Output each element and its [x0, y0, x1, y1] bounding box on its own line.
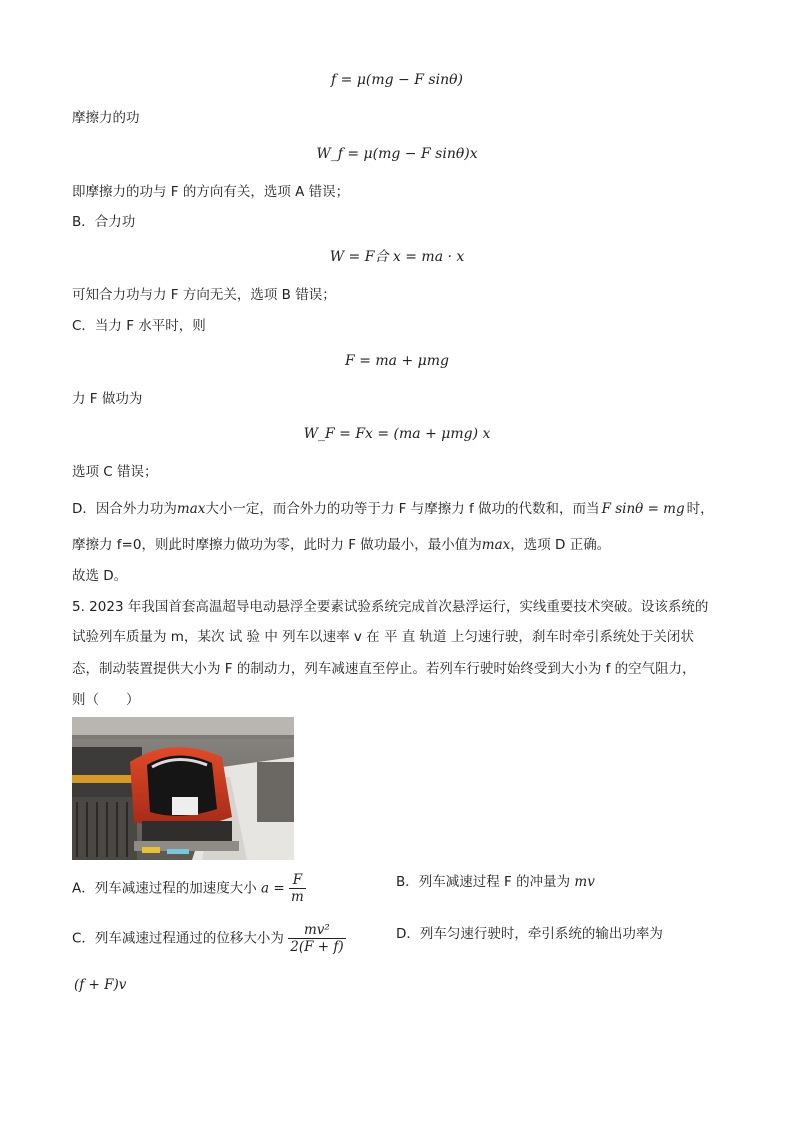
option-a-text: A．列车减速过程的加速度大小	[72, 880, 257, 897]
math-max: max	[176, 501, 206, 517]
question-line-3: 态，制动装置提供大小为 F 的制动力，列车减速直至停止。若列车行驶时始终受到大小为 f 的空气阻力，	[72, 661, 696, 677]
equation-force-work: W_F = Fx = (ma + μmg) x	[303, 426, 491, 442]
equation-net-work: W = F合 x = ma · x	[329, 249, 465, 265]
math-max: max	[481, 537, 511, 553]
force-work-label: 力 F 做功为	[72, 391, 143, 407]
option-d[interactable]	[396, 924, 663, 944]
option-a-lhs: a =	[261, 880, 285, 897]
option-c-denominator: 2(F + f)	[290, 939, 344, 955]
equation-force: F = ma + μmg	[345, 353, 449, 369]
conclusion-c: 选项 C 错误；	[72, 464, 158, 480]
part-d-text: 摩擦力 f=0，则此时摩擦力做功为零，此时力 F 做功最小，最小值为	[72, 537, 482, 553]
equation-friction: f = μ(mg − F sinθ)	[331, 72, 463, 88]
part-d-text: ，选项 D 正确。	[510, 537, 611, 553]
equation-friction-work: W_f = μ(mg − F sinθ)x	[316, 146, 478, 162]
question-line-4: 则（ ）	[72, 692, 140, 708]
option-b-math: mv	[574, 874, 595, 890]
part-b-label: B．合力功	[72, 214, 136, 230]
question-line-2: 试验列车质量为 m，某次 试 验 中 列车以速率 v 在 平 直 轨道 上匀速行驶，刹车时牵引系统处于关闭状	[72, 629, 694, 645]
conclusion-a: 即摩擦力的功与 F 的方向有关，选项 A 错误；	[72, 184, 350, 200]
option-c-text: C．列车减速过程通过的位移大小为	[72, 930, 284, 947]
option-a-fraction	[289, 872, 306, 905]
part-d-text: D．因合外力功为	[72, 501, 177, 517]
question-line-1: 5. 2023 年我国首套高温超导电动悬浮全要素试验系统完成首次悬浮运行，实线重要技术突破。设该系统的	[72, 599, 709, 615]
option-b-text: B．列车减速过程 F 的冲量为	[396, 874, 571, 890]
part-c-label: C．当力 F 水平时，则	[72, 318, 206, 334]
part-d-text: 时，	[686, 501, 714, 517]
option-b[interactable]	[396, 872, 595, 892]
option-a-denominator: m	[291, 889, 304, 905]
option-a[interactable]	[72, 872, 306, 905]
maglev-train-photo	[72, 717, 294, 860]
option-c-numerator: mv²	[288, 922, 345, 939]
option-c[interactable]	[72, 922, 346, 955]
option-c-fraction	[288, 922, 345, 955]
answer-line: 故选 D。	[72, 568, 128, 584]
part-d-line-1	[72, 499, 714, 519]
maglev-train-image	[72, 717, 294, 860]
conclusion-b: 可知合力功与力 F 方向无关，选项 B 错误；	[72, 287, 336, 303]
part-d-line-2	[72, 535, 610, 555]
option-a-numerator: F	[289, 872, 306, 889]
option-d-text: D．列车匀速行驶时，牵引系统的输出功率为	[396, 926, 663, 942]
friction-work-label: 摩擦力的功	[72, 110, 140, 126]
option-d-continuation: (f + F)v	[74, 977, 127, 993]
part-d-text: 大小一定，而合外力的功等于力 F 与摩擦力 f 做功的代数和，而当	[205, 501, 600, 517]
math-condition: F sinθ = mg	[601, 501, 685, 517]
